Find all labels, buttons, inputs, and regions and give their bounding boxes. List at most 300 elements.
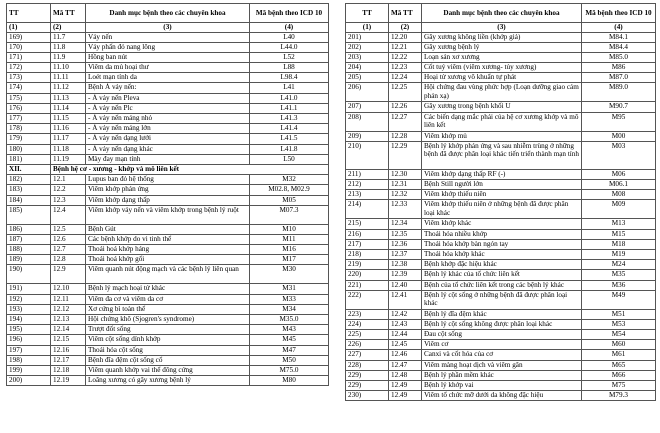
row-code: 12.44 — [389, 330, 422, 340]
disease-name: Canxi và cốt hóa của cơ — [422, 350, 582, 360]
disease-name: Xơ cứng bì toàn thể — [86, 304, 250, 314]
disease-name: Thoái hoá khớp háng — [86, 245, 250, 255]
disease-name: Trượt đốt sống — [86, 325, 250, 335]
row-number: 226) — [346, 340, 389, 350]
table-row — [7, 265, 329, 284]
disease-name: Bệnh lý cột sống ở những bệnh đã được phân loại khác — [422, 290, 582, 309]
table-row — [346, 169, 656, 179]
row-code: 12.38 — [389, 260, 422, 270]
table-row — [346, 391, 656, 401]
column-number: (4) — [582, 23, 656, 33]
row-code: 11.15 — [51, 114, 86, 124]
disease-name: - Á vảy nến mảng nhỏ — [86, 114, 250, 124]
disease-name: Bệnh lý khớp vai — [422, 381, 582, 391]
table-row — [346, 290, 656, 309]
disease-name: - Á vảy nến dạng khác — [86, 144, 250, 154]
icd-code: L41.0 — [250, 93, 329, 103]
row-code: 12.36 — [389, 239, 422, 249]
column-number: (2) — [51, 23, 86, 33]
icd-code: M66 — [582, 370, 656, 380]
disease-name: Hội chứng đau vùng phức hợp (Loạn dưỡng giao cảm phản xạ) — [422, 83, 582, 102]
table-row — [7, 284, 329, 294]
icd-code: M33 — [250, 294, 329, 304]
disease-table-left — [6, 3, 329, 386]
disease-name: Hội chứng khô (Sjogren's syndrome) — [86, 315, 250, 325]
row-number: 216) — [346, 229, 389, 239]
row-number: 218) — [346, 249, 389, 259]
row-number: 176) — [7, 103, 51, 113]
icd-code: M85.0 — [582, 52, 656, 62]
table-row — [346, 73, 656, 83]
header-tt: TT — [7, 4, 51, 23]
table-row — [7, 93, 329, 103]
row-code: 12.49 — [389, 391, 422, 401]
disease-name: - Á vảy nến Plc — [86, 103, 250, 113]
disease-name: - Á vảy nến mảng lớn — [86, 124, 250, 134]
row-code: 12.31 — [389, 180, 422, 190]
row-code: 12.30 — [389, 169, 422, 179]
table-row — [346, 229, 656, 239]
disease-name: Viêm da mủ hoại thư — [86, 63, 250, 73]
row-code: 11.9 — [51, 52, 86, 62]
table-row — [346, 63, 656, 73]
table-row — [7, 175, 329, 185]
table-header — [7, 4, 329, 23]
header-icd: Mã bệnh theo ICD 10 — [582, 4, 656, 23]
row-number: 193) — [7, 304, 51, 314]
disease-name: Bệnh lý mạch hoại tử khác — [86, 284, 250, 294]
icd-code: M00 — [582, 131, 656, 141]
row-code: 12.47 — [389, 360, 422, 370]
row-number: 212) — [346, 180, 389, 190]
table-row — [346, 239, 656, 249]
row-code: 12.37 — [389, 249, 422, 259]
disease-name: Bệnh khớp đặc hiệu khác — [422, 260, 582, 270]
table-row — [7, 304, 329, 314]
icd-code: L41.1 — [250, 103, 329, 113]
row-number: 228) — [346, 360, 389, 370]
icd-code: L88 — [250, 63, 329, 73]
table-row — [7, 335, 329, 345]
table-row — [346, 219, 656, 229]
row-number: 194) — [7, 315, 51, 325]
row-number: 185) — [7, 205, 51, 224]
row-number: 229) — [346, 370, 389, 380]
row-number: 213) — [346, 190, 389, 200]
disease-name: Bệnh lý khớp phản ứng và sau nhiễm trùng ở những bệnh đã được phân loại khác tiến triển thành mạn tính — [422, 141, 582, 169]
table-row — [346, 270, 656, 280]
disease-name: - Á vảy nến Pleva — [86, 93, 250, 103]
row-number: 206) — [346, 83, 389, 102]
row-number: 208) — [346, 112, 389, 131]
column-number: (3) — [86, 23, 250, 33]
icd-code: M19 — [582, 249, 656, 259]
table-row — [7, 376, 329, 386]
table-row — [346, 260, 656, 270]
table-row — [346, 249, 656, 259]
table-row — [7, 325, 329, 335]
table-row — [346, 381, 656, 391]
row-code: 12.48 — [389, 370, 422, 380]
section-title: Bệnh hệ cơ - xương - khớp và mô liên kết — [51, 164, 329, 174]
icd-code: M15 — [582, 229, 656, 239]
disease-name: Loãng xương có gãy xương bệnh lý — [86, 376, 250, 386]
row-number: 171) — [7, 52, 51, 62]
table-row — [7, 73, 329, 83]
row-code: 12.41 — [389, 290, 422, 309]
row-number: 209) — [346, 131, 389, 141]
row-number: 221) — [346, 280, 389, 290]
row-number: 220) — [346, 270, 389, 280]
row-number: 197) — [7, 345, 51, 355]
row-code: 11.19 — [51, 154, 86, 164]
icd-code: M10 — [250, 224, 329, 234]
disease-name: Gãy xương bệnh lý — [422, 42, 582, 52]
row-number: 219) — [346, 260, 389, 270]
header-icd: Mã bệnh theo ICD 10 — [250, 4, 329, 23]
row-code: 12.7 — [51, 245, 86, 255]
disease-name: Viêm khớp thiếu niên — [422, 190, 582, 200]
icd-code: M03 — [582, 141, 656, 169]
disease-name: Vảy phấn đỏ nang lông — [86, 42, 250, 52]
table-row — [346, 112, 656, 131]
row-code: 12.42 — [389, 309, 422, 319]
table-row — [7, 144, 329, 154]
table-row — [7, 245, 329, 255]
row-number: 199) — [7, 365, 51, 375]
icd-code: M53 — [582, 319, 656, 329]
disease-name: Các bệnh khớp do vi tinh thể — [86, 234, 250, 244]
table-row — [7, 52, 329, 62]
row-code: 12.2 — [51, 185, 86, 195]
disease-name: Viêm khớp dạng thấp RF (-) — [422, 169, 582, 179]
row-code: 12.34 — [389, 219, 422, 229]
row-code: 12.28 — [389, 131, 422, 141]
disease-name: Bệnh đĩa đệm cột sống cổ — [86, 355, 250, 365]
disease-name: Đau cột sống — [422, 330, 582, 340]
table-header — [346, 4, 656, 23]
row-code: 12.27 — [389, 112, 422, 131]
row-code: 12.24 — [389, 73, 422, 83]
table-row — [7, 83, 329, 93]
table-row — [7, 42, 329, 52]
table-row — [346, 141, 656, 169]
icd-code: M24 — [582, 260, 656, 270]
icd-code: M05 — [250, 195, 329, 205]
row-number: 172) — [7, 63, 51, 73]
row-number: 211) — [346, 169, 389, 179]
row-code: 12.45 — [389, 340, 422, 350]
icd-code: M16 — [250, 245, 329, 255]
table-row — [7, 134, 329, 144]
row-number: 195) — [7, 325, 51, 335]
column-number: (3) — [422, 23, 582, 33]
row-number: 205) — [346, 73, 389, 83]
disease-name: Bệnh lý đĩa đệm khác — [422, 309, 582, 319]
row-number: 175) — [7, 93, 51, 103]
disease-name: Bệnh lý cột sống không được phân loại khác — [422, 319, 582, 329]
icd-code: M51 — [582, 309, 656, 319]
disease-name: Thoái hóa cột sống — [86, 345, 250, 355]
disease-name: Lupus ban đỏ hệ thống — [86, 175, 250, 185]
table-row — [346, 340, 656, 350]
icd-code: M50 — [250, 355, 329, 365]
table-row — [7, 124, 329, 134]
icd-code: M79.3 — [582, 391, 656, 401]
row-code: 11.8 — [51, 42, 86, 52]
disease-name: Thoái hóa khớp khác — [422, 249, 582, 259]
table-row — [7, 154, 329, 164]
row-code: 12.22 — [389, 52, 422, 62]
disease-name: Gãy xương trong bệnh khối U — [422, 102, 582, 112]
row-number: 182) — [7, 175, 51, 185]
row-code: 12.9 — [51, 265, 86, 284]
row-code: 12.25 — [389, 83, 422, 102]
row-code: 12.20 — [389, 32, 422, 42]
icd-code: M61 — [582, 350, 656, 360]
table-body-left — [7, 32, 329, 386]
icd-code: M07.3 — [250, 205, 329, 224]
row-code: 12.8 — [51, 255, 86, 265]
header-ma-tt: Mã TT — [51, 4, 86, 23]
row-number: 229) — [346, 381, 389, 391]
icd-code: M54 — [582, 330, 656, 340]
table-row — [7, 365, 329, 375]
row-code: 12.32 — [389, 190, 422, 200]
disease-name: Viêm khớp vảy nến và viêm khớp trong bệnh lý ruột — [86, 205, 250, 224]
icd-code: M75 — [582, 381, 656, 391]
row-number: 170) — [7, 42, 51, 52]
icd-code: M36 — [582, 280, 656, 290]
table-row — [346, 42, 656, 52]
icd-code: M45 — [250, 335, 329, 345]
icd-code: M86 — [582, 63, 656, 73]
row-number: 196) — [7, 335, 51, 345]
header-ma-tt: Mã TT — [389, 4, 422, 23]
table-row — [7, 255, 329, 265]
disease-name: Mày đay mạn tính — [86, 154, 250, 164]
row-code: 12.5 — [51, 224, 86, 234]
icd-code: L98.4 — [250, 73, 329, 83]
row-number: 224) — [346, 319, 389, 329]
disease-name: Viêm khớp khác — [422, 219, 582, 229]
row-code: 11.11 — [51, 73, 86, 83]
disease-name: Thoái hoá khớp gối — [86, 255, 250, 265]
icd-code: L40 — [250, 32, 329, 42]
table-row — [346, 370, 656, 380]
row-code: 12.26 — [389, 102, 422, 112]
icd-code: M31 — [250, 284, 329, 294]
section-heading-row — [7, 164, 329, 174]
row-code: 11.14 — [51, 103, 86, 113]
row-code: 11.16 — [51, 124, 86, 134]
table-body-right — [346, 32, 656, 401]
table-row — [7, 315, 329, 325]
disease-name: Viêm khớp phản ứng — [86, 185, 250, 195]
row-number: 173) — [7, 73, 51, 83]
row-code: 12.19 — [51, 376, 86, 386]
row-number: 169) — [7, 32, 51, 42]
row-code: 12.16 — [51, 345, 86, 355]
icd-code: M30 — [250, 265, 329, 284]
header-tt: TT — [346, 4, 389, 23]
disease-name: Bệnh lý khác của tổ chức liên kết — [422, 270, 582, 280]
disease-name: Cốt tuỷ viêm (viêm xương- tủy xương) — [422, 63, 582, 73]
row-number: 192) — [7, 294, 51, 304]
icd-code: L41 — [250, 83, 329, 93]
row-number: 183) — [7, 185, 51, 195]
row-code: 12.14 — [51, 325, 86, 335]
table-row — [346, 83, 656, 102]
row-number: 230) — [346, 391, 389, 401]
row-number: 210) — [346, 141, 389, 169]
table-row — [7, 195, 329, 205]
header-danh-muc: Danh mục bệnh theo các chuyên khoa — [86, 4, 250, 23]
column-number: (2) — [389, 23, 422, 33]
disease-name: Viêm quanh khớp vai thể đông cứng — [86, 365, 250, 375]
icd-code: M47 — [250, 345, 329, 355]
disease-name: Bệnh lý phần mềm khác — [422, 370, 582, 380]
table-row — [7, 114, 329, 124]
row-number: 200) — [7, 376, 51, 386]
disease-name: Viêm tổ chức mỡ dưới da không đặc hiệu — [422, 391, 582, 401]
icd-code: M90.7 — [582, 102, 656, 112]
row-number: 184) — [7, 195, 51, 205]
row-number: 214) — [346, 200, 389, 219]
disease-name: Viêm cột sống dính khớp — [86, 335, 250, 345]
row-code: 12.21 — [389, 42, 422, 52]
row-code: 12.15 — [51, 335, 86, 345]
row-code: 11.13 — [51, 93, 86, 103]
row-number: 203) — [346, 52, 389, 62]
disease-table-right — [345, 3, 656, 401]
row-code: 12.49 — [389, 381, 422, 391]
row-number: 179) — [7, 134, 51, 144]
disease-name: Bệnh của tổ chức liên kết trong các bệnh lý khác — [422, 280, 582, 290]
row-number: 191) — [7, 284, 51, 294]
row-number: 181) — [7, 154, 51, 164]
icd-code: M34 — [250, 304, 329, 314]
section-number: XII. — [7, 164, 51, 174]
icd-code: L41.4 — [250, 124, 329, 134]
column-number-row — [346, 23, 656, 33]
disease-name: Thoái hóa khớp bàn ngón tay — [422, 239, 582, 249]
row-code: 12.29 — [389, 141, 422, 169]
icd-code: M60 — [582, 340, 656, 350]
table-row — [346, 309, 656, 319]
table-row — [7, 224, 329, 234]
icd-code: L52 — [250, 52, 329, 62]
row-code: 12.35 — [389, 229, 422, 239]
row-code: 12.40 — [389, 280, 422, 290]
icd-code: M87.0 — [582, 73, 656, 83]
row-code: 12.46 — [389, 350, 422, 360]
disease-name: Viêm đa cơ và viêm da cơ — [86, 294, 250, 304]
disease-name: Loạn sản xơ xương — [422, 52, 582, 62]
disease-name: Bệnh Gút — [86, 224, 250, 234]
row-number: 188) — [7, 245, 51, 255]
row-number: 201) — [346, 32, 389, 42]
table-row — [346, 52, 656, 62]
row-number: 217) — [346, 239, 389, 249]
table-row — [346, 102, 656, 112]
icd-code: M43 — [250, 325, 329, 335]
disease-name: Viêm cơ — [422, 340, 582, 350]
table-row — [7, 294, 329, 304]
row-number: 189) — [7, 255, 51, 265]
table-row — [7, 185, 329, 195]
row-number: 190) — [7, 265, 51, 284]
column-number: (1) — [346, 23, 389, 33]
row-code: 12.10 — [51, 284, 86, 294]
header-danh-muc: Danh mục bệnh theo các chuyên khoa — [422, 4, 582, 23]
table-row — [7, 63, 329, 73]
column-number-row — [7, 23, 329, 33]
icd-code: M02.8, M02.9 — [250, 185, 329, 195]
table-row — [346, 360, 656, 370]
icd-code: M18 — [582, 239, 656, 249]
icd-code: M80 — [250, 376, 329, 386]
row-number: 204) — [346, 63, 389, 73]
row-number: 186) — [7, 224, 51, 234]
row-code: 12.43 — [389, 319, 422, 329]
row-number: 225) — [346, 330, 389, 340]
row-code: 11.17 — [51, 134, 86, 144]
table-row — [346, 180, 656, 190]
icd-code: M35.0 — [250, 315, 329, 325]
row-number: 178) — [7, 124, 51, 134]
icd-code: M49 — [582, 290, 656, 309]
icd-code: L41.5 — [250, 134, 329, 144]
icd-code: M06.1 — [582, 180, 656, 190]
icd-code: L41.3 — [250, 114, 329, 124]
column-number: (4) — [250, 23, 329, 33]
icd-code: M06 — [582, 169, 656, 179]
table-row — [346, 131, 656, 141]
icd-code: M17 — [250, 255, 329, 265]
icd-code: M35 — [582, 270, 656, 280]
disease-name: Viêm khớp dạng thấp — [86, 195, 250, 205]
row-code: 12.3 — [51, 195, 86, 205]
row-code: 11.7 — [51, 32, 86, 42]
table-row — [346, 330, 656, 340]
disease-name: Bệnh Á vảy nến: — [86, 83, 250, 93]
row-code: 12.18 — [51, 365, 86, 375]
table-row — [346, 350, 656, 360]
row-number: 223) — [346, 309, 389, 319]
row-number: 222) — [346, 290, 389, 309]
row-code: 11.10 — [51, 63, 86, 73]
table-row — [346, 280, 656, 290]
row-number: 227) — [346, 350, 389, 360]
disease-name: Viêm khớp mủ — [422, 131, 582, 141]
table-row — [7, 205, 329, 224]
icd-code: M75.0 — [250, 365, 329, 375]
table-row — [346, 319, 656, 329]
row-number: 177) — [7, 114, 51, 124]
icd-code: L41.8 — [250, 144, 329, 154]
disease-name: Hoại tử xương vô khuẩn tự phát — [422, 73, 582, 83]
table-row — [7, 32, 329, 42]
table-row — [7, 103, 329, 113]
row-number: 174) — [7, 83, 51, 93]
icd-code: M84.4 — [582, 42, 656, 52]
row-code: 12.13 — [51, 315, 86, 325]
row-code: 12.6 — [51, 234, 86, 244]
disease-name: Viêm khớp thiếu niên ở những bệnh đã được phân loại khác — [422, 200, 582, 219]
row-number: 215) — [346, 219, 389, 229]
disease-name: Viêm màng hoạt dịch và viêm gân — [422, 360, 582, 370]
